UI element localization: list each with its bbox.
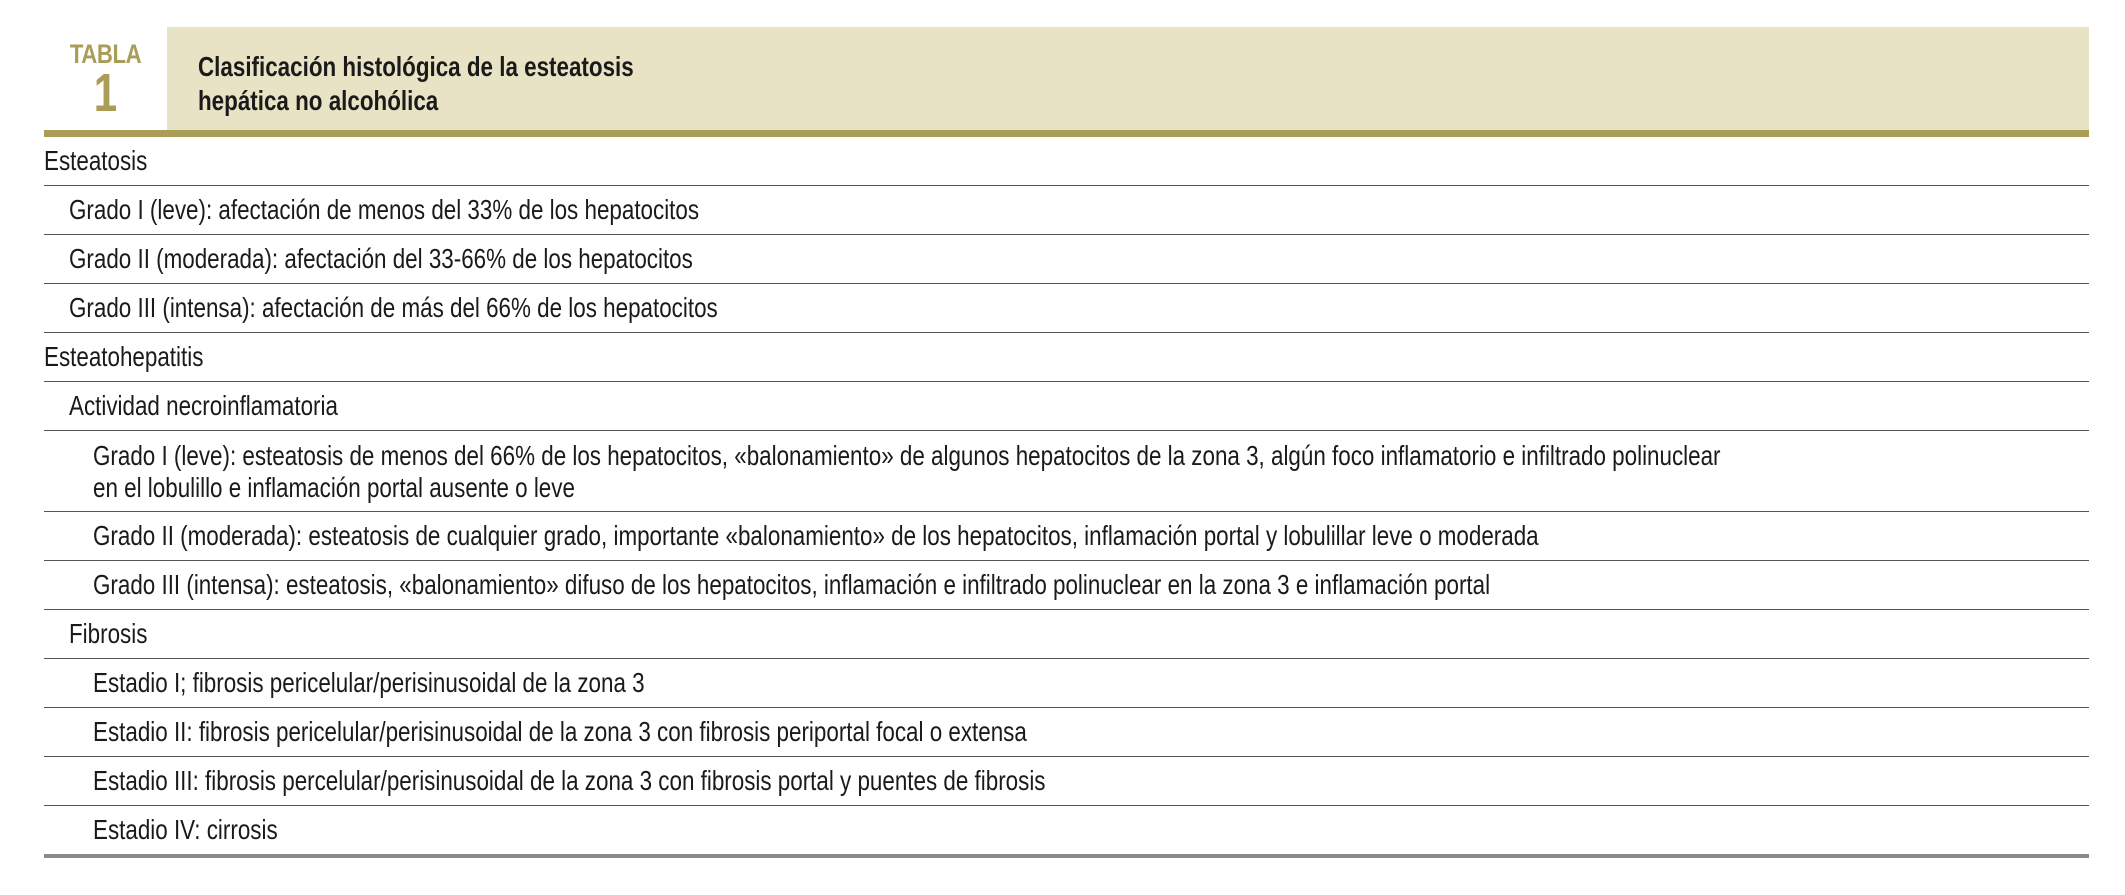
- row-text: Esteatohepatitis: [44, 341, 204, 372]
- row-text: Estadio I; fibrosis pericelular/perisinusoidal de la zona 3: [93, 667, 645, 698]
- table-row: [44, 659, 2089, 708]
- table-label-box: [44, 27, 167, 130]
- row-text: Estadio III: fibrosis percelular/perisinusoidal de la zona 3 con fibrosis portal y puentes de fibrosis: [93, 765, 1046, 796]
- row-text: Grado I (leve): afectación de menos del 33% de los hepatocitos: [69, 194, 700, 225]
- histology-table: [44, 27, 2089, 858]
- table-row: [44, 186, 2089, 235]
- table-row: [44, 235, 2089, 284]
- table-header: [44, 27, 2089, 130]
- table-body: [44, 137, 2089, 855]
- header-rule: [44, 130, 2089, 137]
- table-row: [44, 137, 2089, 186]
- row-text: Estadio II: fibrosis pericelular/perisinusoidal de la zona 3 con fibrosis periportal focal o extensa: [93, 716, 1027, 747]
- table-row: [44, 431, 2089, 512]
- row-text: Estadio IV: cirrosis: [93, 814, 278, 845]
- row-text: Grado I (leve): esteatosis de menos del 66% de los hepatocitos, «balonamiento» de algunos hepatocitos de la zona 3, algún foco inflamatorio e infiltrado polinuclear en el lobulillo e inflamación portal ausente o leve: [93, 440, 1721, 503]
- table-label: TABLA: [69, 39, 142, 69]
- table-row: [44, 333, 2089, 382]
- row-text: Grado II (moderada): esteatosis de cualquier grado, importante «balonamiento» de los hepatocitos, inflamación portal y lobulillar leve o moderada: [93, 520, 1539, 551]
- row-text: Grado III (intensa): esteatosis, «balonamiento» difuso de los hepatocitos, inflamación e infiltrado polinuclear en la zona 3 e inflamación portal: [93, 569, 1491, 600]
- row-text: Fibrosis: [69, 618, 148, 649]
- row-text: Actividad necroinflamatoria: [69, 390, 338, 421]
- row-text: Grado III (intensa): afectación de más del 66% de los hepatocitos: [69, 292, 718, 323]
- table-row: [44, 561, 2089, 610]
- table-row: [44, 757, 2089, 806]
- table-row: [44, 284, 2089, 333]
- table-row: [44, 382, 2089, 431]
- table-row: [44, 806, 2089, 855]
- row-text: Grado II (moderada): afectación del 33-66% de los hepatocitos: [69, 243, 693, 274]
- table-title: Clasificación histológica de la esteatosis hepática no alcohólica: [198, 51, 634, 116]
- table-row: [44, 512, 2089, 561]
- row-text: Esteatosis: [44, 145, 148, 176]
- table-row: [44, 708, 2089, 757]
- table-row: [44, 610, 2089, 659]
- table-number: 1: [93, 63, 118, 123]
